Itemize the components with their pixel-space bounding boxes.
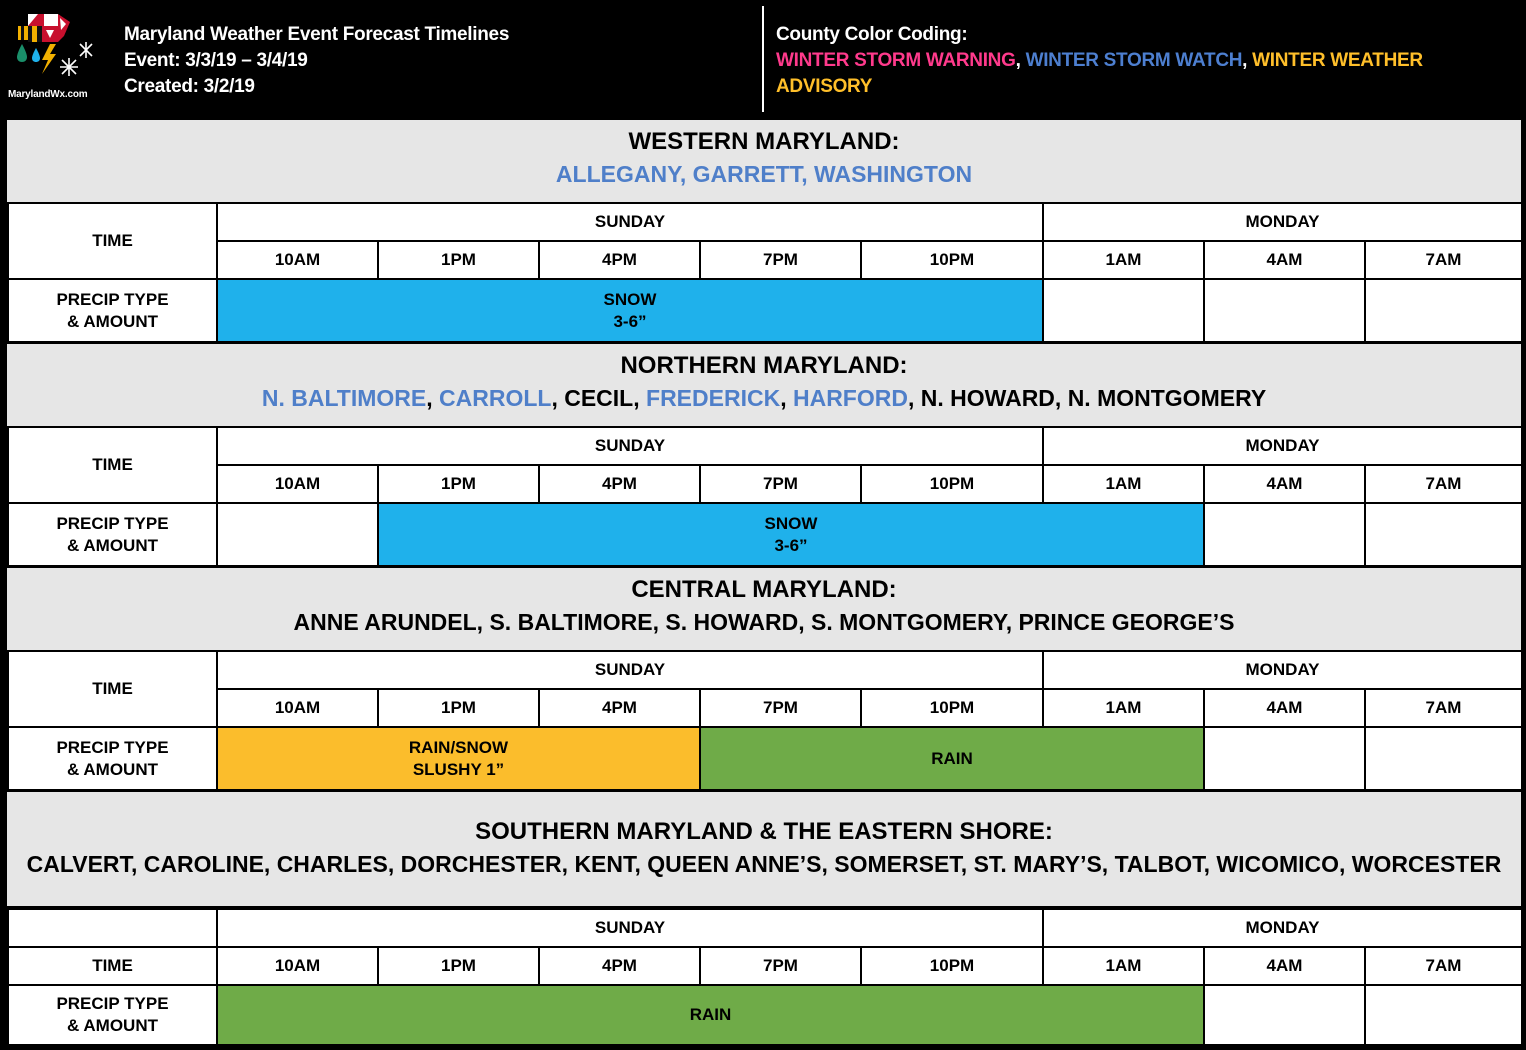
time-label-text: TIME	[92, 679, 133, 698]
timeline-grid	[7, 428, 1521, 565]
time-label-blank	[9, 910, 216, 946]
precip-amount: 3-6”	[774, 535, 808, 555]
precip-block-rain	[701, 728, 1203, 789]
time-label-text: TIME	[92, 231, 133, 250]
precip-block-mix	[218, 728, 699, 789]
time-slot-label: 7PM	[763, 250, 798, 269]
precip-type: RAIN	[689, 1005, 732, 1024]
time-slot-label: 7AM	[1425, 956, 1462, 975]
county-name: ANNE ARUNDEL, S. BALTIMORE, S. HOWARD, S. MONTGOMERY, PRINCE GEORGE’S	[293, 609, 1235, 635]
region-counties	[7, 382, 1521, 414]
time-slot-label: 4PM	[602, 250, 637, 269]
region-counties	[7, 848, 1521, 880]
event-dates: Event: 3/3/19 – 3/4/19	[124, 50, 308, 71]
time-slot	[862, 948, 1042, 984]
created-date: Created: 3/2/19	[124, 76, 255, 97]
time-slot	[218, 466, 377, 502]
precip-label-text	[56, 993, 168, 1037]
region-counties	[7, 158, 1521, 190]
precip-label-line: PRECIP TYPE	[56, 289, 169, 309]
precip-block-snow	[379, 504, 1203, 565]
time-slot	[540, 242, 699, 278]
county-name: , N. HOWARD, N. MONTGOMERY	[907, 385, 1267, 411]
time-slot	[218, 948, 377, 984]
precip-label-line: & AMOUNT	[67, 535, 158, 555]
time-slot-label: 1AM	[1105, 474, 1142, 493]
time-slot	[540, 690, 699, 726]
region-title: NORTHERN MARYLAND:	[620, 352, 908, 379]
time-slot-label: 4AM	[1266, 250, 1303, 269]
precip-empty-cell	[1205, 728, 1364, 789]
timeline-grid	[7, 652, 1521, 789]
time-slot	[862, 242, 1042, 278]
day-header-sunday	[218, 652, 1042, 688]
precip-label-text	[56, 513, 168, 557]
region-counties	[7, 606, 1521, 638]
precip-label	[9, 504, 216, 565]
time-slot-label: 7PM	[763, 698, 798, 717]
precip-label-text	[56, 289, 168, 333]
time-slot	[1205, 466, 1364, 502]
header-info	[124, 22, 509, 100]
time-label-text: TIME	[92, 956, 133, 975]
time-label	[9, 948, 216, 984]
time-slot	[701, 466, 860, 502]
time-slot-label: 7PM	[763, 956, 798, 975]
color-legend	[776, 22, 1476, 100]
precip-type: SNOW	[603, 289, 657, 309]
legend-winter-weather-advisory: WINTER WEATHER	[1252, 50, 1423, 71]
county-name: CALVERT, CAROLINE, CHARLES, DORCHESTER, KENT, QUEEN ANNE’S, SOMERSET, ST. MARY’S, TALBOT, WICOMICO, WORCESTER	[26, 851, 1502, 877]
legend-separator: ,	[1015, 50, 1021, 71]
time-slot	[379, 466, 538, 502]
county-name: ,	[426, 385, 440, 411]
county-name: ALLEGANY, GARRETT, WASHINGTON	[555, 161, 973, 187]
time-slot-label: 10AM	[274, 474, 321, 493]
region-header	[7, 344, 1521, 426]
time-slot	[1205, 242, 1364, 278]
precip-empty-cell	[1205, 280, 1364, 341]
county-name: CARROLL	[439, 385, 552, 411]
county-name: ,	[780, 385, 793, 411]
time-slot	[1366, 242, 1521, 278]
day-label: SUNDAY	[594, 212, 666, 231]
time-slot	[1205, 948, 1364, 984]
day-header-sunday	[218, 428, 1042, 464]
day-label: SUNDAY	[594, 660, 666, 679]
precip-empty-cell	[1205, 986, 1364, 1044]
precip-label	[9, 728, 216, 789]
precip-type: RAIN	[931, 748, 973, 768]
time-slot-label: 7AM	[1425, 698, 1462, 717]
time-slot	[379, 242, 538, 278]
timeline-grid	[7, 910, 1521, 1044]
precip-empty-cell	[1366, 280, 1521, 341]
day-label: SUNDAY	[594, 918, 666, 937]
page-title: Maryland Weather Event Forecast Timelines	[124, 24, 510, 45]
precip-label-line: & AMOUNT	[67, 311, 158, 331]
time-slot	[379, 690, 538, 726]
time-slot	[1044, 242, 1203, 278]
time-slot-label: 10AM	[274, 250, 321, 269]
time-slot	[218, 242, 377, 278]
precip-block-rain	[218, 986, 1203, 1044]
time-slot-label: 4AM	[1266, 698, 1303, 717]
day-header-monday	[1044, 428, 1521, 464]
day-label: MONDAY	[1245, 660, 1320, 679]
precip-text	[690, 1004, 732, 1026]
time-slot-label: 1AM	[1105, 698, 1142, 717]
time-slot	[862, 466, 1042, 502]
precip-text	[931, 748, 973, 770]
time-slot	[1044, 948, 1203, 984]
timeline-grid	[7, 204, 1521, 341]
time-slot	[1205, 690, 1364, 726]
precip-empty-cell	[1366, 728, 1521, 789]
time-label	[9, 428, 216, 502]
precip-amount: SLUSHY 1”	[412, 759, 505, 779]
county-name: , CECIL,	[551, 385, 647, 411]
county-name: FREDERICK	[646, 385, 781, 411]
day-header-monday	[1044, 204, 1521, 240]
region-header	[7, 120, 1521, 202]
precip-type: RAIN/SNOW	[408, 737, 509, 757]
county-name: HARFORD	[792, 385, 908, 411]
day-label: MONDAY	[1245, 436, 1320, 455]
time-slot	[1044, 466, 1203, 502]
time-slot-label: 1PM	[441, 474, 476, 493]
time-slot	[1366, 948, 1521, 984]
time-slot	[701, 948, 860, 984]
time-slot-label: 4AM	[1266, 474, 1303, 493]
time-slot-label: 1PM	[441, 956, 476, 975]
precip-type: SNOW	[764, 513, 818, 533]
logo-text: MarylandWx.com	[8, 89, 88, 100]
time-slot-label: 10AM	[274, 956, 321, 975]
time-slot-label: 1AM	[1105, 250, 1142, 269]
time-slot	[218, 690, 377, 726]
day-label: SUNDAY	[594, 436, 666, 455]
precip-label-line: & AMOUNT	[67, 759, 158, 779]
county-name: N. BALTIMORE	[261, 385, 427, 411]
time-slot-label: 4PM	[602, 956, 637, 975]
time-slot	[540, 466, 699, 502]
time-slot	[540, 948, 699, 984]
time-slot-label: 10PM	[929, 474, 975, 493]
precip-label	[9, 986, 216, 1044]
time-slot	[1366, 690, 1521, 726]
time-slot-label: 10PM	[929, 698, 975, 717]
precip-label-text	[56, 737, 168, 781]
day-label: MONDAY	[1245, 212, 1320, 231]
time-slot-label: 1PM	[441, 698, 476, 717]
time-slot-label: 1PM	[441, 250, 476, 269]
day-label: MONDAY	[1245, 918, 1320, 937]
precip-label-line: PRECIP TYPE	[56, 994, 169, 1013]
day-header-monday	[1044, 652, 1521, 688]
time-slot-label: 4AM	[1266, 956, 1303, 975]
region-title: CENTRAL MARYLAND:	[631, 576, 897, 603]
region-title: SOUTHERN MARYLAND & THE EASTERN SHORE:	[475, 818, 1053, 845]
time-slot-label: 7AM	[1425, 474, 1462, 493]
precip-label	[9, 280, 216, 341]
time-slot	[862, 690, 1042, 726]
precip-empty-cell	[1205, 504, 1364, 565]
precip-block-snow	[218, 280, 1042, 341]
region-title: WESTERN MARYLAND:	[628, 128, 900, 155]
page-header	[0, 0, 1526, 118]
precip-text	[409, 737, 508, 781]
header-divider	[762, 6, 764, 112]
time-slot-label: 10AM	[274, 698, 321, 717]
legend-title: County Color Coding:	[776, 24, 968, 45]
time-label	[9, 204, 216, 278]
time-slot-label: 1AM	[1105, 956, 1142, 975]
precip-label-line: & AMOUNT	[67, 1016, 158, 1035]
time-slot-label: 7PM	[763, 474, 798, 493]
precip-label-line: PRECIP TYPE	[56, 513, 169, 533]
time-slot-label: 7AM	[1425, 250, 1462, 269]
precip-empty-cell	[1044, 280, 1203, 341]
time-slot-label: 4PM	[602, 474, 637, 493]
time-label	[9, 652, 216, 726]
day-header-sunday	[218, 204, 1042, 240]
region-header	[7, 792, 1521, 906]
precip-empty-cell	[218, 504, 377, 565]
time-slot	[701, 242, 860, 278]
time-slot-label: 4PM	[602, 698, 637, 717]
precip-text	[604, 289, 657, 333]
precip-label-line: PRECIP TYPE	[56, 737, 169, 757]
precip-empty-cell	[1366, 504, 1521, 565]
legend-winter-weather-advisory-cont: ADVISORY	[776, 76, 873, 97]
day-header-sunday	[218, 910, 1042, 946]
time-label-text: TIME	[92, 455, 133, 474]
precip-amount: 3-6”	[613, 311, 647, 331]
region-header	[7, 568, 1521, 650]
precip-text	[765, 513, 818, 557]
time-slot	[1044, 690, 1203, 726]
legend-winter-storm-warning: WINTER STORM WARNING	[776, 50, 1016, 71]
time-slot	[1366, 466, 1521, 502]
time-slot-label: 10PM	[929, 250, 975, 269]
day-header-monday	[1044, 910, 1521, 946]
time-slot-label: 10PM	[929, 956, 975, 975]
time-slot	[379, 948, 538, 984]
legend-winter-storm-watch: WINTER STORM WATCH	[1025, 50, 1243, 71]
time-slot	[701, 690, 860, 726]
precip-empty-cell	[1366, 986, 1521, 1044]
legend-separator: ,	[1242, 50, 1248, 71]
